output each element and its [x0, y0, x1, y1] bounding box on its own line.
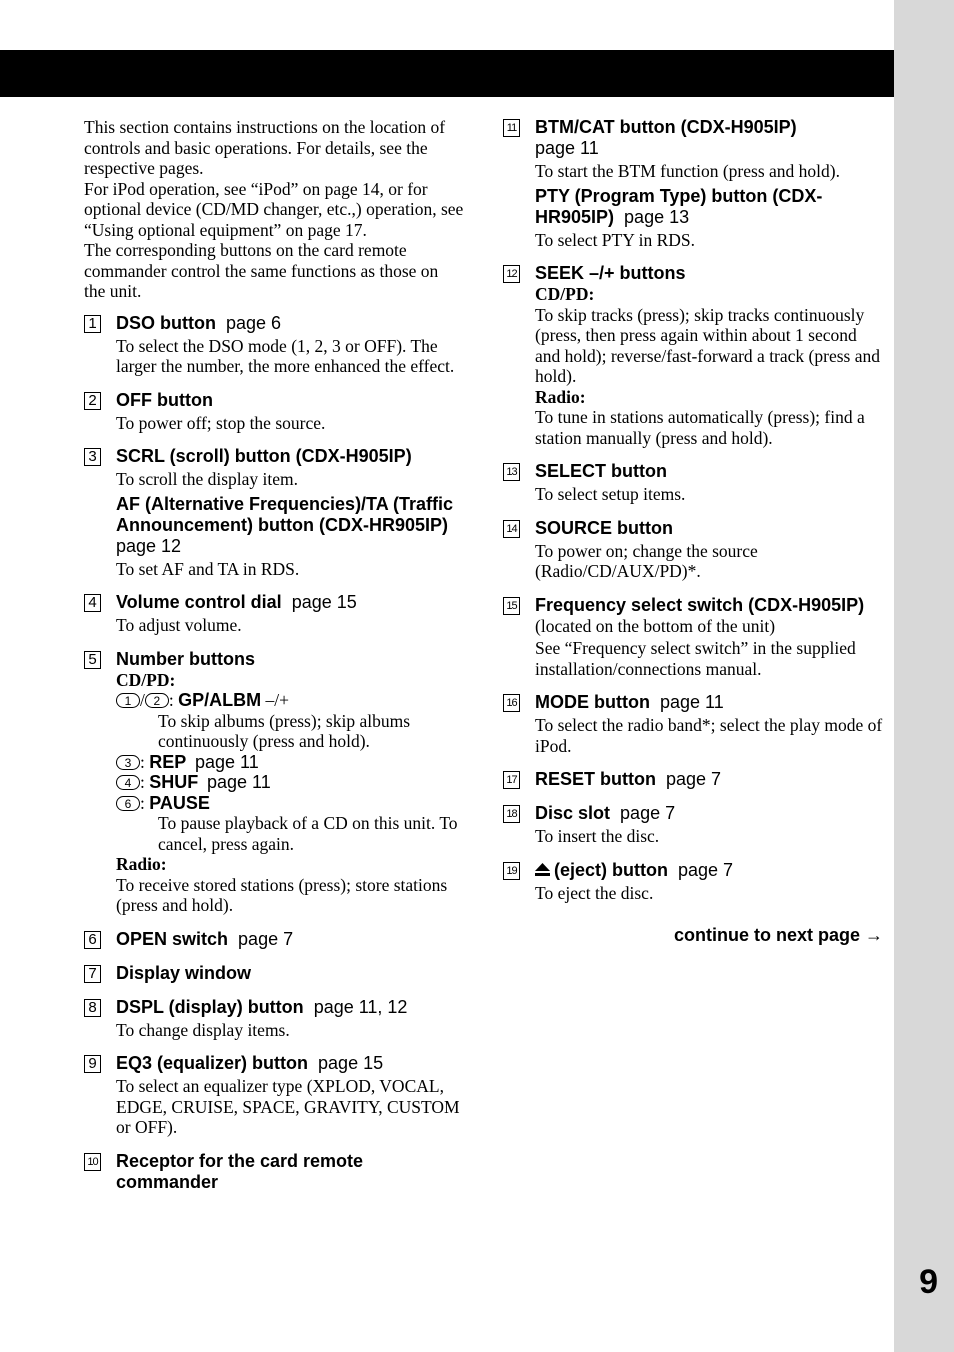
key-description: To pause playback of a CD on this unit. To cancel, press again.: [158, 813, 458, 854]
item-heading: Frequency select switch (CDX-H905IP) (located on the bottom of the unit): [535, 594, 865, 636]
item-10: [84, 1151, 464, 1193]
item-18: [503, 803, 883, 847]
item-heading: SOURCE button: [535, 517, 673, 538]
item-description: To select the radio band*; select the play mode of iPod.: [535, 715, 883, 756]
item-description: To set AF and TA in RDS.: [116, 558, 300, 579]
item-description: To change display items.: [116, 1019, 290, 1040]
item-number: 17: [503, 771, 520, 789]
item-description: To adjust volume.: [116, 615, 242, 635]
item-heading: OPEN switch page 7: [116, 928, 294, 949]
item-4: [84, 592, 464, 636]
item-heading: DSPL (display) button page 11, 12: [116, 996, 408, 1017]
key-3-line: 3 : REP page 11: [116, 752, 464, 773]
item-15: [503, 595, 883, 680]
item-heading: SEEK –/+ buttons: [535, 263, 686, 283]
left-column: [84, 117, 464, 1193]
item-11: [503, 117, 883, 250]
item-page-ref: page 11: [535, 138, 599, 158]
item-number: 12: [503, 265, 520, 283]
item-number: 15: [503, 597, 520, 615]
item-description: To select the DSO mode (1, 2, 3 or OFF). The larger the number, the more enhanced the effect.: [116, 335, 455, 376]
eject-icon: [535, 863, 550, 877]
item-7: [84, 963, 464, 984]
item-number: 9: [84, 1055, 101, 1073]
item-number: 11: [503, 119, 520, 137]
item-9: [84, 1053, 464, 1138]
key-3-icon: 3: [116, 755, 140, 770]
item-6: [84, 929, 464, 950]
item-number: 18: [503, 805, 520, 823]
item-description: To select setup items.: [535, 484, 686, 504]
item-3: [84, 446, 464, 579]
item-number: 6: [84, 931, 101, 949]
item-2: [84, 390, 464, 434]
item-heading: MODE button page 11: [535, 692, 724, 712]
cd-label: CD/PD:: [535, 284, 595, 304]
item-heading: DSO button page 6: [116, 312, 282, 333]
header-bar: [0, 50, 894, 97]
item-5: [84, 649, 464, 916]
item-number: 7: [84, 965, 101, 983]
radio-label: Radio:: [116, 854, 167, 874]
item-number: 10: [84, 1153, 101, 1171]
item-number: 13: [503, 463, 520, 481]
item-number: 8: [84, 999, 101, 1017]
item-heading: Display window: [116, 962, 252, 983]
item-heading: Disc slot page 7: [535, 803, 676, 823]
item-heading: Volume control dial page 15: [116, 592, 357, 612]
item-number: 2: [84, 392, 101, 410]
item-8: [84, 997, 464, 1041]
item-number: 5: [84, 651, 101, 669]
page-number: 9: [919, 1263, 938, 1301]
item-description: To select PTY in RDS.: [535, 229, 695, 250]
key-4-icon: 4: [116, 775, 140, 790]
page-tab: [894, 0, 954, 1352]
item-heading: RESET button page 7: [535, 769, 722, 789]
radio-label: Radio:: [535, 386, 586, 407]
item-16: [503, 692, 883, 756]
item-1: [84, 313, 464, 377]
item-heading: Number buttons: [116, 648, 255, 669]
item-description: See “Frequency select switch” in the supplied installation/connections manual.: [535, 638, 856, 679]
key-4-line: 4 : SHUF page 11: [116, 772, 464, 793]
key-6-icon: 6: [116, 796, 140, 811]
radio-description: To tune in stations automatically (press); find a station manually (press and hold).: [535, 407, 865, 448]
item-number: 14: [503, 520, 520, 538]
key-2-icon: 2: [145, 693, 169, 708]
item-subheading: PTY (Program Type) button (CDX-HR905IP) page 13: [535, 185, 823, 227]
continue-to-next-page: continue to next page →: [673, 925, 883, 945]
item-heading: EQ3 (equalizer) button page 15: [116, 1053, 384, 1073]
key-6-line: 6 : PAUSE: [116, 793, 464, 814]
radio-description: To receive stored stations (press); store stations (press and hold).: [116, 874, 448, 915]
item-heading: BTM/CAT button (CDX-H905IP): [535, 117, 797, 137]
item-14: [503, 518, 883, 582]
item-number: 19: [503, 862, 520, 880]
item-description: To eject the disc.: [535, 882, 654, 903]
intro-paragraph: For iPod operation, see “iPod” on page 14, or for optional device (CD/MD changer, etc.,) operation, see “Using optional equipment” on page 17.: [84, 178, 464, 240]
item-13: [503, 461, 883, 505]
item-description: To start the BTM function (press and hold).: [535, 161, 840, 181]
item-heading: SCRL (scroll) button (CDX-H905IP): [116, 446, 412, 466]
intro: [84, 117, 464, 302]
item-description: To select an equalizer type (XPLOD, VOCAL, EDGE, CRUISE, SPACE, GRAVITY, CUSTOM or OFF).: [116, 1076, 460, 1137]
item-heading: OFF button: [116, 389, 213, 410]
key-1-2-line: 1 / 2 : GP/ALBM –/+: [116, 690, 464, 711]
item-description: To insert the disc.: [535, 826, 660, 846]
item-number: 4: [84, 594, 101, 612]
item-subheading: AF (Alternative Frequencies)/TA (Traffic Announcement) button (CDX-HR905IP) page 12: [116, 493, 454, 556]
item-heading: Receptor for the card remote commander: [116, 1150, 364, 1192]
item-description: To scroll the display item.: [116, 469, 299, 489]
item-number: 3: [84, 448, 101, 466]
item-19: [503, 860, 883, 904]
item-heading: (eject) button page 7: [535, 860, 883, 881]
key-description: To skip albums (press); skip albums continuously (press and hold).: [158, 710, 411, 751]
item-number: 16: [503, 694, 520, 712]
item-12: [503, 263, 883, 448]
cd-label: CD/PD:: [116, 669, 176, 690]
item-17: [503, 769, 883, 790]
key-1-icon: 1: [116, 693, 140, 708]
item-number: 1: [84, 315, 101, 333]
item-description: To power off; stop the source.: [116, 412, 326, 433]
right-column: [503, 117, 883, 946]
intro-paragraph: The corresponding buttons on the card remote commander control the same functions as those on the unit.: [84, 240, 439, 301]
cd-description: To skip tracks (press); skip tracks continuously (press, then press again within about 1 second and hold); reverse/fast-forward a track (press and hold).: [535, 304, 880, 386]
item-heading: SELECT button: [535, 461, 667, 481]
item-description: To power on; change the source (Radio/CD/AUX/PD)*.: [535, 540, 758, 581]
intro-paragraph: This section contains instructions on the location of controls and basic operations. For details, see the respective pages.: [84, 117, 446, 178]
